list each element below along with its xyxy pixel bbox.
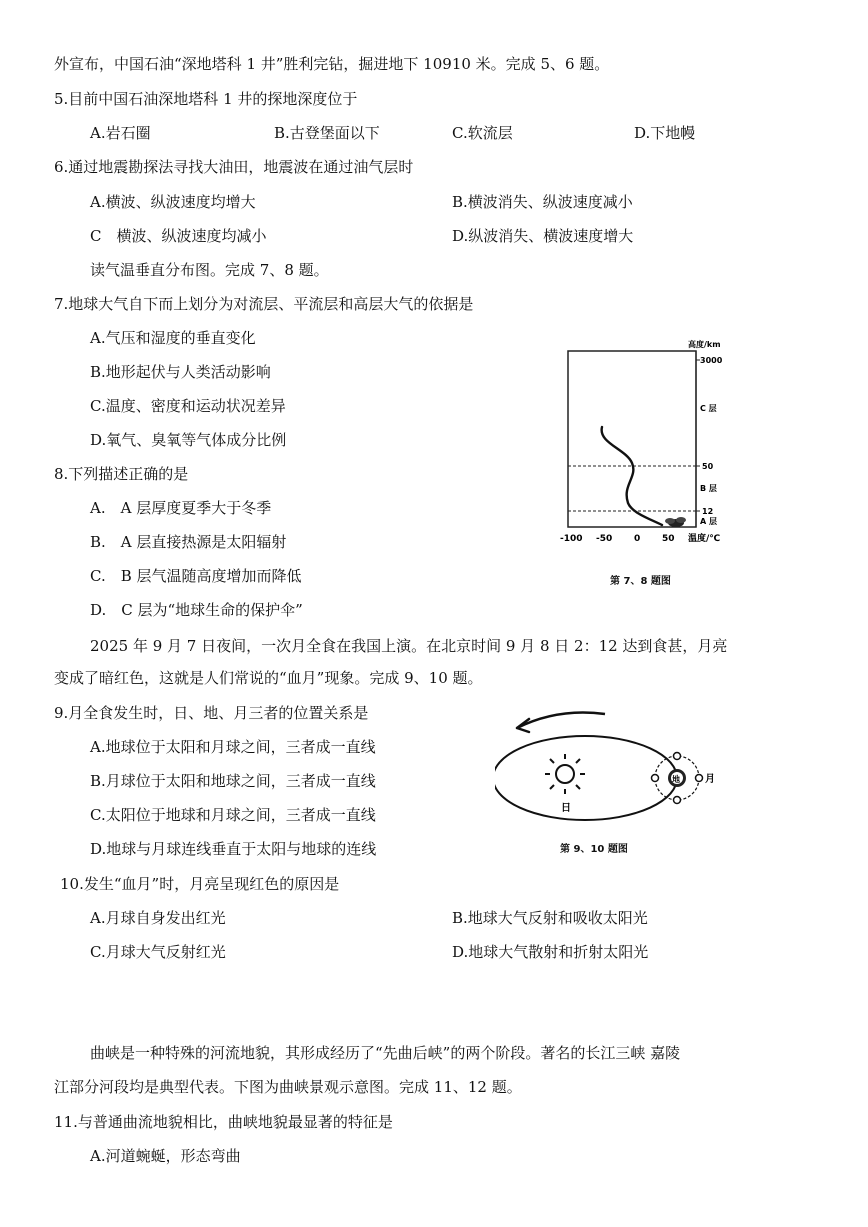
layer-c-label: C 层	[700, 404, 717, 413]
orbit-figure	[495, 708, 725, 838]
q6-option-d: D.纵波消失、横波速度增大	[452, 227, 634, 245]
q11-stem: 11.与普通曲流地貌相比，曲峡地貌最显著的特征是	[54, 1113, 393, 1131]
para-1112-line1: 曲峡是一种特殊的河流地貌，其形成经历了“先曲后峡”的两个阶段。著名的长江三峡 嘉陵	[90, 1044, 681, 1062]
q10-option-b: B.地球大气反射和吸收太阳光	[452, 909, 648, 927]
q7-option-b: B.地形起伏与人类活动影响	[90, 363, 271, 381]
q9-option-c: C.太阳位于地球和月球之间，三者成一直线	[90, 806, 376, 824]
q5-option-a: A.岩石圈	[90, 124, 151, 142]
moon-position-right	[696, 775, 703, 782]
read-78-line: 读气温垂直分布图。完成 7、8 题。	[90, 261, 329, 279]
y-axis-title: 高度/km	[688, 340, 721, 349]
q7-stem: 7.地球大气自下而上划分为对流层、平流层和高层大气的依据是	[54, 295, 474, 313]
para-1112-line2: 江部分河段均是典型代表。下图为曲峡景观示意图。完成 11、12 题。	[54, 1078, 522, 1096]
moon-position-bottom	[674, 797, 681, 804]
x-tick-50: 50	[662, 534, 675, 544]
q11-option-a: A.河道蜿蜒，形态弯曲	[90, 1147, 241, 1165]
q9-stem: 9.月全食发生时，日、地、月三者的位置关系是	[54, 704, 369, 722]
q7-option-d: D.氧气、臭氧等气体成分比例	[90, 431, 287, 449]
layer-a-label: A 层	[700, 517, 717, 526]
para-910-line2: 变成了暗红色，这就是人们常说的“血月”现象。完成 9、10 题。	[54, 669, 483, 687]
q8-option-c: C. B 层气温随高度增加而降低	[90, 567, 302, 585]
q10-option-c: C.月球大气反射红光	[90, 943, 226, 961]
y-tick-50: 50	[702, 462, 714, 471]
y-tick-12: 12	[702, 507, 714, 516]
layer-b-label: B 层	[700, 484, 717, 493]
q8-option-d: D. C 层为“地球生命的保护伞”	[90, 601, 303, 619]
sun-icon	[545, 754, 585, 794]
intro-line: 外宣布，中国石油“深地塔科 1 井”胜利完钻，掘进地下 10910 米。完成 5、6 题。	[54, 55, 610, 73]
para-910-line1: 2025 年 9 月 7 日夜间，一次月全食在我国上演。在北京时间 9 月 8 日 2：12 达到食甚，月亮	[90, 637, 728, 655]
q6-option-c: C 横波、纵波速度均减小	[90, 227, 267, 245]
moon-label: 月	[705, 774, 715, 785]
q5-option-b: B.古登堡面以下	[274, 124, 380, 142]
orbit-direction-arrow	[517, 713, 605, 728]
q10-option-a: A.月球自身发出红光	[90, 909, 226, 927]
y-tick-3000: 3000	[700, 356, 723, 365]
q9-option-d: D.地球与月球连线垂直于太阳与地球的连线	[90, 840, 377, 858]
q5-stem: 5.目前中国石油深地塔科 1 井的探地深度位于	[54, 90, 358, 108]
figure-78-caption: 第 7、8 题图	[610, 576, 671, 587]
q7-option-c: C.温度、密度和运动状况差异	[90, 397, 286, 415]
q6-stem: 6.通过地震勘探法寻找大油田，地震波在通过油气层时	[54, 158, 414, 176]
q6-option-a: A.横波、纵波速度均增大	[90, 193, 256, 211]
figure-910-caption: 第 9、10 题图	[560, 844, 628, 855]
q9-option-a: A.地球位于太阳和月球之间，三者成一直线	[90, 738, 376, 756]
q5-option-c: C.软流层	[452, 124, 513, 142]
moon-position-top	[674, 753, 681, 760]
q9-option-b: B.月球位于太阳和地球之间，三者成一直线	[90, 772, 376, 790]
cloud-icon	[665, 517, 686, 527]
x-tick-minus50: -50	[596, 534, 613, 544]
q6-option-b: B.横波消失、纵波速度减小	[452, 193, 633, 211]
earth-orbit	[495, 736, 677, 820]
x-tick-0: 0	[634, 534, 641, 544]
q7-option-a: A.气压和湿度的垂直变化	[90, 329, 256, 347]
q8-option-a: A. A 层厚度夏季大于冬季	[90, 499, 272, 517]
earth-label: 地	[672, 775, 680, 784]
moon-position-left	[652, 775, 659, 782]
sun-label: 日	[561, 803, 571, 814]
q8-option-b: B. A 层直接热源是太阳辐射	[90, 533, 287, 551]
temperature-curve	[602, 427, 662, 525]
q10-option-d: D.地球大气散射和折射太阳光	[452, 943, 649, 961]
temperature-profile-figure	[540, 335, 740, 550]
q5-option-d: D.下地幔	[634, 124, 696, 142]
q10-stem: 10.发生“血月”时，月亮呈现红色的原因是	[60, 875, 340, 893]
x-tick-minus100: -100	[560, 534, 583, 544]
q8-stem: 8.下列描述正确的是	[54, 465, 189, 483]
x-axis-title: 温度/℃	[688, 534, 721, 544]
